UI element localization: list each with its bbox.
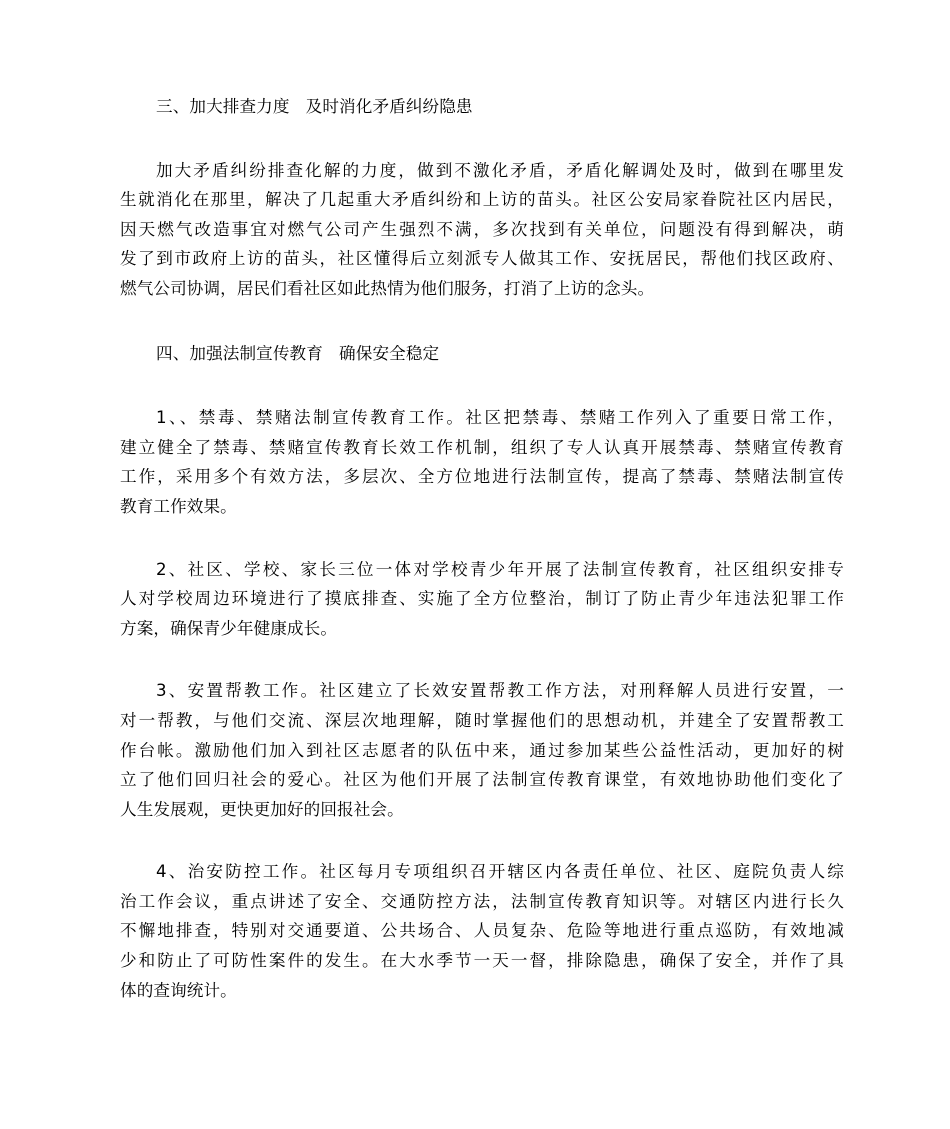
paragraph-line: 人生发展观，更快更加好的回报社会。 — [120, 799, 404, 819]
paragraph-line: 治工作会议，重点讲述了安全、交通防控方法，法制宣传教育知识等。对辖区内进行长久 — [120, 891, 844, 911]
document-page — [120, 92, 844, 1005]
paragraph-line: 不懈地排查，特别对交通要道、公共场合、人员复杂、危险等地进行重点巡防，有效地减 — [120, 921, 844, 941]
paragraph-line: 生就消化在那里，解决了几起重大矛盾纠纷和上访的苗头。社区公安局家眷院社区内居民， — [120, 190, 844, 210]
paragraph-line: 因天燃气改造事宜对燃气公司产生强烈不满，多次找到有关单位，问题没有得到解决，萌 — [120, 219, 844, 239]
section-heading-4: 四、加强法制宣传教育 确保安全稳定 — [156, 343, 440, 363]
paragraph-line: 对一帮教，与他们交流、深层次地理解，随时掌握他们的思想动机，并建全了安置帮教工 — [120, 710, 844, 730]
paragraph-line: 4、治安防控工作。社区每月专项组织召开辖区内各责任单位、社区、庭院负责人综 — [156, 862, 844, 882]
paragraph-line: 加大矛盾纠纷排查化解的力度，做到不激化矛盾，矛盾化解调处及时，做到在哪里发 — [156, 160, 844, 180]
paragraph-line: 1、、禁毒、禁赌法制宣传教育工作。社区把禁毒、禁赌工作列入了重要日常工作， — [156, 408, 844, 428]
paragraph-line: 方案，确保青少年健康成长。 — [120, 618, 338, 638]
paragraph-line: 燃气公司协调，居民们看社区如此热情为他们服务，打消了上访的念头。 — [120, 278, 655, 298]
paragraph-line: 立了他们回归社会的爱心。社区为他们开展了法制宣传教育课堂，有效地协助他们变化了 — [120, 770, 844, 790]
item-2-paragraph — [120, 555, 844, 644]
paragraph-line: 3、安置帮教工作。社区建立了长效安置帮教工作方法，对刑释解人员进行安置，一 — [156, 681, 844, 701]
section-heading-3: 三、加大排查力度 及时消化矛盾纠纷隐患 — [156, 97, 473, 116]
item-1-paragraph — [120, 403, 844, 521]
paragraph-line: 人对学校周边环境进行了摸底排查、实施了全方位整治，制订了防止青少年违法犯罪工作 — [120, 589, 844, 609]
paragraph-line: 发了到市政府上访的苗头，社区懂得后立刻派专人做其工作、安抚居民，帮他们找区政府、 — [120, 249, 844, 269]
paragraph-line: 教育工作效果。 — [120, 496, 237, 516]
item-4-paragraph — [120, 857, 844, 1005]
paragraph-line: 工作，采用多个有效方法，多层次、全方位地进行法制宣传，提高了禁毒、禁赌法制宣传 — [120, 467, 844, 487]
paragraph-line: 少和防止了可防性案件的发生。在大水季节一天一督，排除隐患，确保了安全，并作了具 — [120, 951, 844, 971]
paragraph-line: 体的查询统计。 — [120, 980, 237, 1000]
paragraph-line: 建立健全了禁毒、禁赌宣传教育长效工作机制，组织了专人认真开展禁毒、禁赌宣传教育 — [120, 437, 844, 457]
paragraph-line: 作台帐。激励他们加入到社区志愿者的队伍中来，通过参加某些公益性活动，更加好的树 — [120, 740, 844, 760]
item-3-paragraph — [120, 676, 844, 824]
section-3-paragraph — [120, 156, 844, 304]
paragraph-line: 2、社区、学校、家长三位一体对学校青少年开展了法制宣传教育，社区组织安排专 — [156, 559, 844, 579]
